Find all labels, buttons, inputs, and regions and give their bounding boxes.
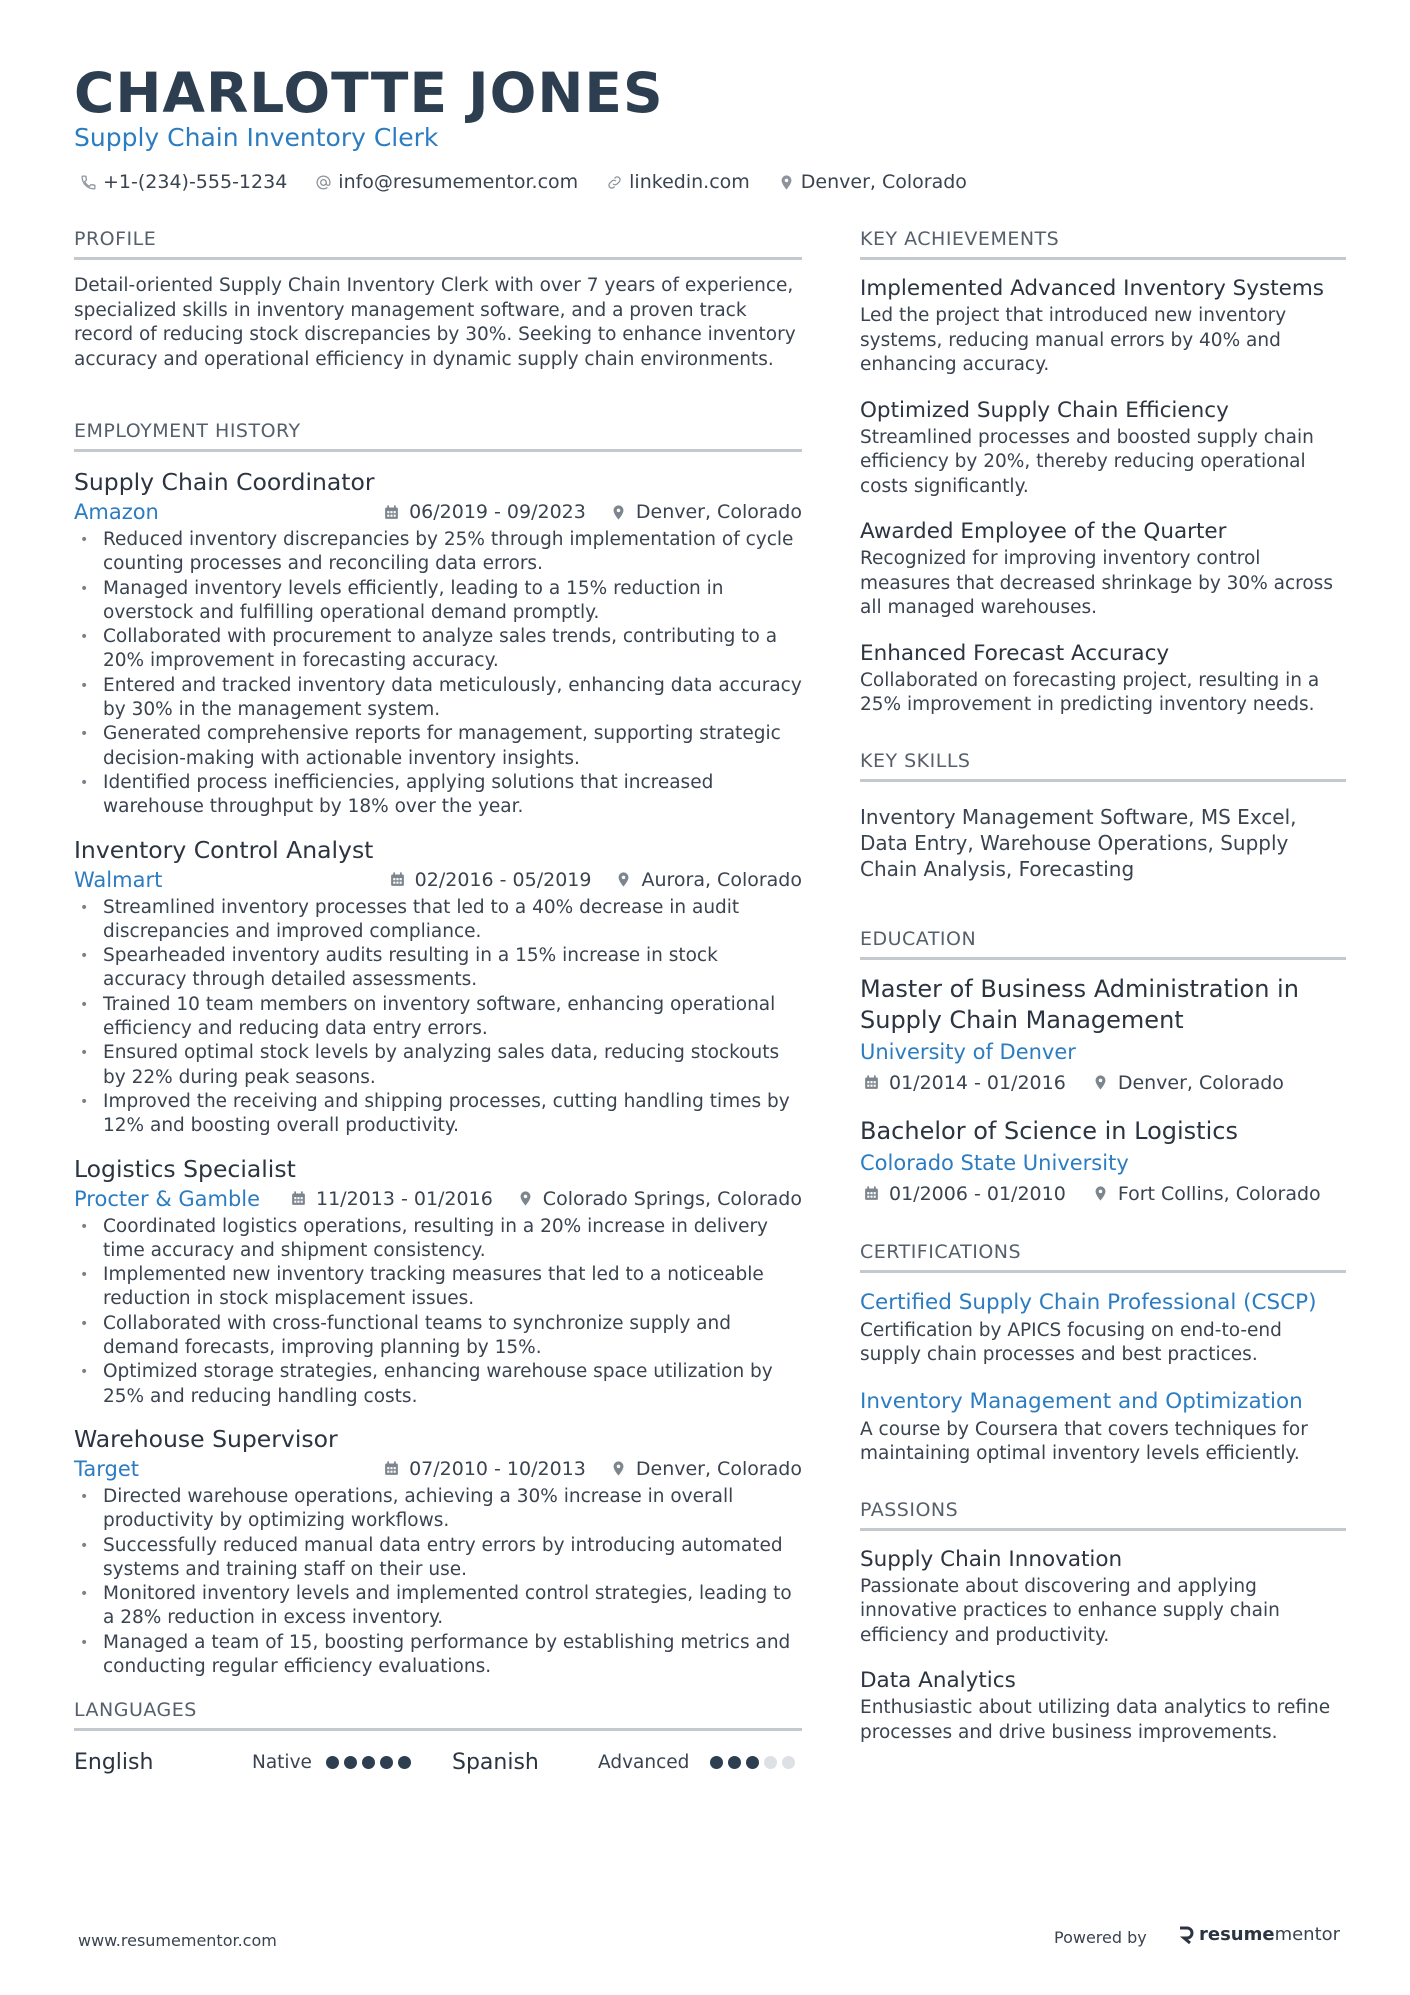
passions-heading: PASSIONS [860, 1497, 1346, 1531]
certifications-heading: CERTIFICATIONS [860, 1239, 1346, 1273]
certification-title: Certified Supply Chain Professional (CSCP) [860, 1289, 1317, 1315]
location-pin-icon [610, 504, 627, 521]
languages-section [74, 1697, 802, 1779]
calendar-icon [863, 1185, 880, 1202]
resumementor-logo-icon [1178, 1926, 1194, 1944]
certification-item [860, 1287, 1346, 1368]
calendar-icon [383, 1460, 400, 1477]
calendar-icon [863, 1074, 880, 1091]
education-school: University of Denver [860, 1039, 1076, 1064]
languages-heading: LANGUAGES [74, 1697, 802, 1731]
job-title: Logistics Specialist [74, 1154, 296, 1183]
job-location: Aurora, Colorado [641, 868, 802, 891]
job-meta [74, 1185, 802, 1213]
certification-item [860, 1386, 1346, 1467]
certification-text: Certification by APICS focusing on end-to-end supply chain processes and best practices. [860, 1319, 1282, 1365]
education-dates: 01/2014 - 01/2016 [889, 1071, 1066, 1094]
achievement-title: Enhanced Forecast Accuracy [860, 640, 1170, 666]
achievement-text: Collaborated on forecasting project, resulting in a 25% improvement in predicting inventory needs. [860, 669, 1320, 715]
job-bullet-list [74, 528, 802, 820]
job-bullet: • Managed inventory levels efficiently, leading to a 15% reduction in overstock and fulfilling operational demand promptly. [74, 577, 802, 626]
job-bullet: • Successfully reduced manual data entry errors by introducing automated systems and training staff on their use. [74, 1534, 802, 1583]
rating-dot-filled [344, 1756, 357, 1769]
location-pin-icon [517, 1190, 534, 1207]
job-company: Amazon [74, 500, 159, 524]
job-bullet: • Ensured optimal stock levels by analyzing sales data, reducing stockouts by 22% during peak seasons. [74, 1041, 802, 1090]
job-bullet: • Improved the receiving and shipping processes, cutting handling times by 12% and boosting overall productivity. [74, 1090, 802, 1139]
passion-list [860, 1545, 1346, 1746]
passion-text: Enthusiastic about utilizing data analytics to refine processes and drive business improvements. [860, 1697, 1331, 1743]
job-bullet-list [74, 1485, 802, 1679]
education-heading: EDUCATION [860, 926, 1346, 960]
language-level: Advanced [598, 1751, 690, 1773]
job-entry [74, 466, 802, 820]
job-bullet: • Generated comprehensive reports for management, supporting strategic decision-making with actionable inventory insights. [74, 722, 802, 771]
job-title: Warehouse Supervisor [74, 1424, 338, 1453]
contact-bar [80, 170, 967, 194]
job-meta [74, 866, 802, 894]
footer-powered-by: Powered by [1054, 1928, 1147, 1947]
rating-dot-empty [782, 1756, 795, 1769]
language-level: Native [252, 1751, 312, 1773]
certification-title: Inventory Management and Optimization [860, 1388, 1303, 1414]
job-title: Supply Chain Coordinator [74, 468, 375, 496]
location-pin-icon [610, 1460, 627, 1477]
rating-dot-empty [764, 1756, 777, 1769]
calendar-icon [383, 504, 400, 521]
linkedin-text: linkedin.com [629, 171, 750, 193]
footer-url[interactable]: www.resumementor.com [78, 1931, 277, 1950]
education-degree: Master of Business Administration in Supply Chain Management [860, 974, 1299, 1034]
rating-dot-filled [326, 1756, 339, 1769]
job-bullet-list [74, 896, 802, 1139]
job-bullet: • Coordinated logistics operations, resulting in a 20% increase in delivery time accuracy and shipment consistency. [74, 1215, 802, 1264]
job-bullet: • Managed a team of 15, boosting performance by establishing metrics and conducting regular efficiency evaluations. [74, 1631, 802, 1680]
rating-dot-filled [362, 1756, 375, 1769]
job-location: Colorado Springs, Colorado [542, 1187, 802, 1210]
footer-brand-logo[interactable] [1178, 1924, 1340, 1945]
rating-dot-filled [398, 1756, 411, 1769]
rating-dot-filled [728, 1756, 741, 1769]
job-dates: 07/2010 - 10/2013 [409, 1457, 586, 1480]
job-dates: 06/2019 - 09/2023 [409, 501, 586, 523]
job-bullet: • Spearheaded inventory audits resulting in a 15% increase in stock accuracy through detailed assessments. [74, 944, 802, 993]
achievement-item [860, 274, 1346, 378]
language-rating [326, 1756, 452, 1769]
job-entry [74, 1153, 802, 1409]
education-degree: Bachelor of Science in Logistics [860, 1116, 1238, 1145]
achievement-text: Streamlined processes and boosted supply chain efficiency by 20%, thereby reducing operational costs significantly. [860, 426, 1314, 497]
skills-text: Inventory Management Software, MS Excel, Data Entry, Warehouse Operations, Supply Chain Analysis, Forecasting [860, 804, 1297, 881]
candidate-name: CHARLOTTE JONES [74, 61, 664, 125]
education-item [860, 1116, 1346, 1209]
job-bullet: • Directed warehouse operations, achieving a 30% increase in overall productivity by optimizing workflows. [74, 1485, 802, 1534]
location-pin-icon [778, 174, 795, 191]
right-column [860, 226, 1346, 1763]
job-meta [74, 498, 802, 526]
language-rating [710, 1756, 795, 1769]
certification-list [860, 1287, 1346, 1467]
achievement-title: Optimized Supply Chain Efficiency [860, 397, 1229, 423]
candidate-title: Supply Chain Inventory Clerk [74, 123, 439, 152]
language-name: Spanish [452, 1749, 539, 1775]
achievement-text: Recognized for improving inventory control measures that decreased shrinkage by 30% across all managed warehouses. [860, 548, 1333, 618]
job-company: Target [74, 1456, 139, 1481]
achievement-item [860, 639, 1346, 718]
rating-dot-filled [710, 1756, 723, 1769]
achievement-title: Awarded Employee of the Quarter [860, 519, 1227, 544]
passion-item [860, 1545, 1346, 1649]
contact-email[interactable] [315, 170, 578, 194]
link-icon [606, 174, 623, 191]
location-text: Denver, Colorado [800, 171, 967, 193]
skills-heading: KEY SKILLS [860, 748, 1346, 782]
profile-heading: PROFILE [74, 226, 802, 260]
rating-dot-filled [746, 1756, 759, 1769]
location-pin-icon [615, 871, 632, 888]
at-icon [315, 174, 332, 191]
calendar-icon [389, 871, 406, 888]
education-school: Colorado State University [860, 1150, 1129, 1175]
job-dates: 02/2016 - 05/2019 [414, 868, 592, 891]
education-list [860, 974, 1346, 1209]
job-bullet: • Monitored inventory levels and implemented control strategies, leading to a 28% reduction in excess inventory. [74, 1582, 802, 1631]
job-bullet-list [74, 1215, 802, 1409]
job-title: Inventory Control Analyst [74, 835, 374, 864]
job-entry [74, 1423, 802, 1679]
footer-brand-bold: resume [1199, 1924, 1275, 1945]
job-bullet: • Trained 10 team members on inventory software, enhancing operational efficiency and reducing data entry errors. [74, 993, 802, 1042]
location-pin-icon [1092, 1185, 1109, 1202]
job-bullet: • Entered and tracked inventory data meticulously, enhancing data accuracy by 30% in the management system. [74, 674, 802, 723]
education-location: Fort Collins, Colorado [1117, 1182, 1321, 1205]
phone-icon [80, 174, 97, 191]
achievement-item [860, 396, 1346, 500]
job-company: Walmart [74, 867, 163, 892]
job-bullet: • Implemented new inventory tracking measures that led to a noticeable reduction in stock misplacement issues. [74, 1263, 802, 1312]
achievements-heading: KEY ACHIEVEMENTS [860, 226, 1346, 260]
job-bullet: • Identified process inefficiencies, applying solutions that increased warehouse throughput by 18% over the year. [74, 771, 802, 820]
job-entry [74, 834, 802, 1139]
calendar-icon [290, 1190, 307, 1207]
phone-text: +1-(234)-555-1234 [103, 171, 288, 193]
job-bullet: • Collaborated with procurement to analyze sales trends, contributing to a 20% improvement in forecasting accuracy. [74, 625, 802, 674]
education-location: Denver, Colorado [1117, 1071, 1284, 1094]
languages-row [74, 1745, 802, 1779]
education-dates: 01/2006 - 01/2010 [889, 1182, 1066, 1205]
job-list [74, 466, 802, 1679]
footer-brand-rest: mentor [1274, 1924, 1341, 1945]
employment-heading: EMPLOYMENT HISTORY [74, 418, 802, 452]
passion-text: Passionate about discovering and applying innovative practices to enhance supply chain efficiency and productivity. [860, 1575, 1280, 1646]
job-bullet: • Streamlined inventory processes that led to a 40% decrease in audit discrepancies and improved compliance. [74, 896, 802, 945]
language-name: English [74, 1749, 154, 1775]
contact-location [778, 170, 967, 194]
rating-dot-filled [380, 1756, 393, 1769]
job-meta [74, 1455, 802, 1483]
job-company: Procter & Gamble [74, 1186, 261, 1211]
achievement-text: Led the project that introduced new inventory systems, reducing manual errors by 40% and enhancing accuracy. [860, 305, 1287, 375]
left-column [74, 226, 802, 1779]
email-text: info@resumementor.com [338, 171, 579, 193]
contact-linkedin[interactable] [606, 170, 750, 194]
job-dates: 11/2013 - 01/2016 [315, 1187, 493, 1210]
job-location: Denver, Colorado [635, 1457, 802, 1480]
profile-text: Detail-oriented Supply Chain Inventory Clerk with over 7 years of experience, specialized skills in inventory management software, and a proven track record of reducing stock discrepancies by 30%. Seeking to enhance inventory accuracy and operational efficiency in dynamic supply chain environments. [74, 275, 796, 370]
certification-text: A course by Coursera that covers techniques for maintaining optimal inventory levels efficiently. [860, 1418, 1308, 1464]
passion-title: Supply Chain Innovation [860, 1546, 1123, 1572]
passion-item [860, 1666, 1346, 1745]
job-bullet: • Reduced inventory discrepancies by 25% through implementation of cycle counting processes and reconciling data errors. [74, 528, 802, 577]
achievement-list [860, 274, 1346, 718]
contact-phone[interactable] [80, 170, 287, 194]
job-bullet: • Collaborated with cross-functional teams to synchronize supply and demand forecasts, improving planning by 15%. [74, 1312, 802, 1361]
job-location: Denver, Colorado [635, 501, 802, 523]
passion-title: Data Analytics [860, 1668, 1016, 1693]
achievement-item [860, 517, 1346, 621]
achievement-title: Implemented Advanced Inventory Systems [860, 276, 1325, 301]
education-item [860, 974, 1346, 1098]
job-bullet: • Optimized storage strategies, enhancing warehouse space utilization by 25% and reducing handling costs. [74, 1360, 802, 1409]
location-pin-icon [1092, 1074, 1109, 1091]
